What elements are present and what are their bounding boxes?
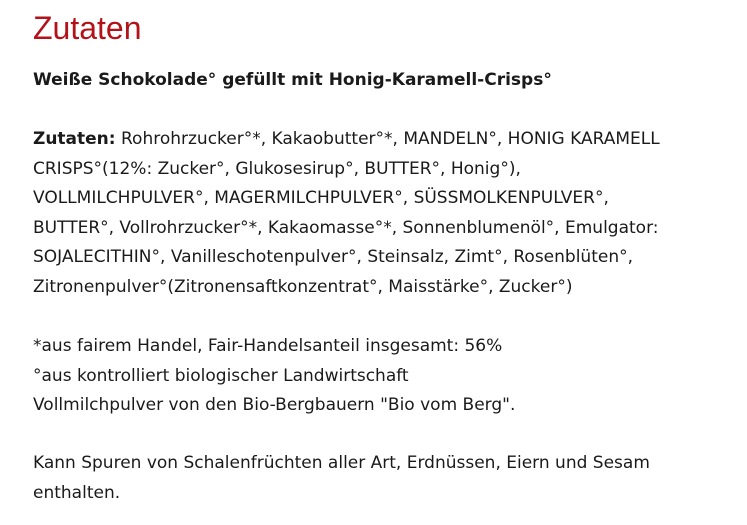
- ingredients-label: Zutaten:: [33, 129, 116, 149]
- ingredients-line: Zitronenpulver°(Zitronensaftkonzentrat°, Maisstärke°, Zucker°): [33, 276, 573, 297]
- section-heading: Zutaten: [33, 10, 142, 46]
- ingredients-list: [33, 125, 733, 302]
- fair-trade-note: *aus fairem Handel, Fair-Handelsanteil insgesamt: 56%: [33, 336, 503, 356]
- product-name: Weiße Schokolade° gefüllt mit Honig-Karamell-Crisps°: [33, 70, 552, 90]
- ingredients-line: [33, 125, 733, 155]
- organic-note: °aus kontrolliert biologischer Landwirtschaft: [33, 365, 409, 386]
- ingredients-line: CRISPS°(12%: Zucker°, Glukosesirup°, BUTTER°, Honig°),: [33, 158, 521, 179]
- allergen-notice: [33, 449, 733, 508]
- milk-origin-note: Vollmilchpulver von den Bio-Bergbauern "Bio vom Berg".: [33, 395, 516, 415]
- ingredients-line: BUTTER°, Vollrohrzucker°*, Kakaomasse°*, Sonnenblumenöl°, Emulgator:: [33, 217, 659, 238]
- ingredients-line-text: Rohrohrzucker°*, Kakaobutter°*, MANDELN°, HONIG KARAMELL: [115, 129, 660, 149]
- footnotes: [33, 332, 733, 421]
- allergen-line: enthalten.: [33, 482, 121, 503]
- ingredients-line: VOLLMILCHPULVER°, MAGERMILCHPULVER°, SÜSSMOLKENPULVER°,: [33, 188, 609, 208]
- allergen-line: Kann Spuren von Schalenfrüchten aller Art, Erdnüssen, Eiern und Sesam: [33, 453, 650, 473]
- ingredients-line: SOJALECITHIN°, Vanilleschotenpulver°, Steinsalz, Zimt°, Rosenblüten°,: [33, 247, 634, 267]
